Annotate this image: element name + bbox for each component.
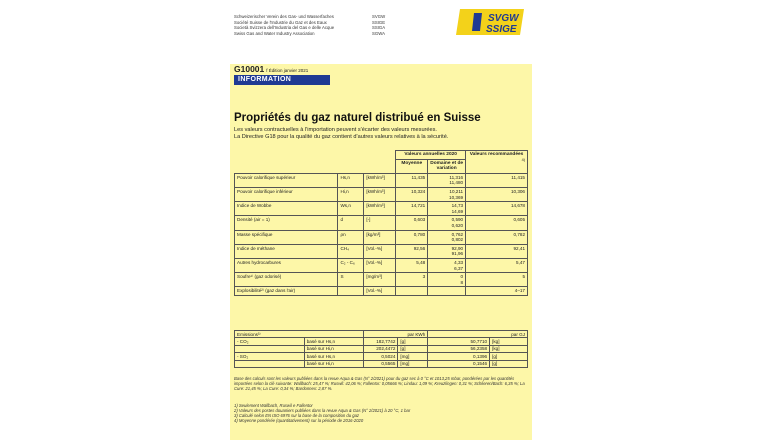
table-row bbox=[235, 173, 528, 187]
table-row bbox=[235, 287, 528, 296]
emissions-cell-u1: [g] bbox=[398, 338, 428, 345]
cell-range bbox=[428, 273, 466, 287]
footnote-1: 1) Seulement Wallbach, Ruswil e Fallentor bbox=[234, 403, 313, 408]
cell-recommended: 11,415 bbox=[466, 173, 528, 187]
cell-unit: [kg/m³] bbox=[364, 230, 396, 244]
cell-recommended: 5,47 bbox=[466, 258, 528, 272]
properties-table bbox=[234, 150, 528, 296]
range-value: 11,316 bbox=[449, 174, 464, 180]
emissions-rows bbox=[235, 338, 528, 368]
cell-mean: 14,721 bbox=[396, 202, 428, 216]
org-line-fr: Société Suisse de l'Industrie du Gaz et des Eaux bbox=[234, 19, 327, 25]
range-value: 0,620 bbox=[451, 222, 464, 228]
cell-symbol: ρn bbox=[338, 230, 364, 244]
emissions-row bbox=[235, 360, 528, 367]
header-mean: Moyenne bbox=[396, 159, 428, 173]
emissions-cell-v1: 0,5565 bbox=[364, 360, 398, 367]
cell-recommended: 14,678 bbox=[466, 202, 528, 216]
cell-unit: [Vol.-%] bbox=[364, 287, 396, 296]
range-value: 11,480 bbox=[449, 180, 464, 186]
cell-label: Soufre¹⁾ (gaz odorisé) bbox=[235, 273, 338, 287]
header-range: Domaine et de variation bbox=[428, 159, 466, 173]
emissions-header: Emissions³⁾ bbox=[235, 331, 364, 338]
emissions-cell-u1: [mg] bbox=[398, 360, 428, 367]
cell-range bbox=[428, 173, 466, 187]
org-code-en: SGWA bbox=[372, 30, 385, 36]
cell-mean: 92,56 bbox=[396, 244, 428, 258]
cell-symbol: Hs,n bbox=[338, 173, 364, 187]
header-band bbox=[230, 0, 532, 64]
table-header-row-1 bbox=[235, 151, 528, 160]
document-page bbox=[230, 0, 532, 440]
range-value: 4,33 bbox=[454, 259, 464, 265]
cell-label: Pouvoir calorifique supérieur bbox=[235, 173, 338, 187]
table-row bbox=[235, 244, 528, 258]
emissions-cell-v1: 182,7742 bbox=[364, 338, 398, 345]
emissions-unit-gj: par GJ bbox=[428, 331, 528, 338]
cell-unit: [kWh/m³] bbox=[364, 173, 396, 187]
range-value: 0,762 bbox=[451, 231, 464, 237]
range-value: 92,90 bbox=[451, 245, 464, 251]
cell-unit: [kWh/m³] bbox=[364, 202, 396, 216]
org-code-fr: SSIGE bbox=[372, 19, 386, 25]
cell-label: Pouvoir calorifique inférieur bbox=[235, 187, 338, 201]
cell-symbol: S bbox=[338, 273, 364, 287]
cell-unit: [kWh/m³] bbox=[364, 187, 396, 201]
cell-symbol: Hi,n bbox=[338, 187, 364, 201]
cell-recommended: 0,782 bbox=[466, 230, 528, 244]
cell-range bbox=[428, 287, 466, 296]
org-code-de: SVGW bbox=[372, 14, 386, 19]
intro-line-1: Les valeurs contractuelles à l'importation peuvent s'écarter des valeurs mesurées. bbox=[234, 127, 437, 133]
cell-symbol: d bbox=[338, 216, 364, 230]
emissions-row bbox=[235, 345, 528, 352]
table-row bbox=[235, 202, 528, 216]
cell-label: Indice de méthane bbox=[235, 244, 338, 258]
emissions-cell-gas: - SO₂ bbox=[235, 353, 305, 360]
emissions-cell-v2: 0,1546 bbox=[428, 360, 490, 367]
footnote-3: 3) Calculé selon EN ISO 6976 sur la base de la composition du gaz bbox=[234, 413, 359, 419]
cell-unit: [Vol.-%] bbox=[364, 244, 396, 258]
emissions-row bbox=[235, 338, 528, 345]
table-row bbox=[235, 216, 528, 230]
org-code-it: SSIGA bbox=[372, 25, 386, 31]
emissions-cell-u2: [kg] bbox=[490, 338, 528, 345]
cell-label: Masse spécifique bbox=[235, 230, 338, 244]
organization-names bbox=[234, 14, 334, 36]
cell-unit: [-] bbox=[364, 216, 396, 230]
intro-text bbox=[234, 127, 530, 141]
range-value: 10,211 bbox=[449, 188, 464, 194]
intro-line-2: La Directive G18 pour la qualité du gaz contient d'autres valeurs relatives à la sécurité. bbox=[234, 134, 449, 141]
properties-rows bbox=[235, 173, 528, 295]
calculation-basis-note: Base des calculs sont les valeurs publiées dans la revue Aqua & Gas (N° 2/2021) pour du gaz sec à 0 °C et 1013,25 mbar, pondérées par les quantités importées selon la clé suivante: Wallbach: 25,47 %; Ruswil: 42,06 %; Fallentor: 0,05666 %; Lindau: 1,09 %; Kreuzlingen: 0,31 %; Schlieren/Bach: 6,35 %; La Cure: 21,45 %; La Cure: 0,34 %; Bardonnex: 2,87 %. bbox=[234, 376, 525, 392]
footnotes bbox=[234, 403, 528, 423]
header-recommended-label: Valeurs recommandées bbox=[469, 152, 524, 157]
cell-label: Densité (air = 1) bbox=[235, 216, 338, 230]
emissions-header-row bbox=[235, 331, 528, 338]
emissions-cell-gas bbox=[235, 345, 305, 352]
cell-label: Indice de Wobbe bbox=[235, 202, 338, 216]
range-value: 10,369 bbox=[449, 194, 464, 200]
emissions-cell-u2: [kg] bbox=[490, 345, 528, 352]
cell-range bbox=[428, 187, 466, 201]
cell-unit: [Vol.-%] bbox=[364, 258, 396, 272]
emissions-cell-u1: [g] bbox=[398, 345, 428, 352]
range-value: 14,69 bbox=[451, 208, 464, 214]
org-line-en: Swiss Gas and Water Industry Association bbox=[234, 30, 315, 36]
cell-label: Autres hydrocarbures bbox=[235, 258, 338, 272]
cell-symbol: C₂ - C₆ bbox=[338, 258, 364, 272]
range-value: 0,590 bbox=[451, 217, 464, 223]
cell-symbol: CH₄ bbox=[338, 244, 364, 258]
emissions-cell-u1: [mg] bbox=[398, 353, 428, 360]
emissions-table bbox=[234, 330, 528, 368]
emissions-cell-v2: 0,1396 bbox=[428, 353, 490, 360]
footnote-4: 4) Moyenne pondérée (quantitativement) sur la période de 2016-2020 bbox=[234, 418, 364, 424]
cell-recommended: 0,605 bbox=[466, 216, 528, 230]
emissions-cell-gas: - CO₂ bbox=[235, 338, 305, 345]
table-row bbox=[235, 258, 528, 272]
footnote-2: 2) Valeurs des postes douaniers publiées dans la revue Aqua & Gas (N° 2/2021) à 20 °C, 1 bar bbox=[234, 408, 411, 414]
emissions-cell-gas bbox=[235, 360, 305, 367]
range-value: 14,73 bbox=[451, 203, 464, 209]
emissions-cell-basis: basé sur Hs,n bbox=[304, 353, 364, 360]
document-id bbox=[234, 64, 308, 74]
logo-text-top: SVGW bbox=[488, 13, 519, 24]
range-value: 6,37 bbox=[454, 265, 464, 271]
page-title: Propriétés du gaz naturel distribué en Suisse bbox=[234, 112, 481, 124]
cell-unit: [mg/m³] bbox=[364, 273, 396, 287]
cell-range bbox=[428, 258, 466, 272]
cell-label: Explosibilité²⁾ (gaz dans l'air) bbox=[235, 287, 338, 296]
range-value: 0 bbox=[460, 274, 464, 280]
org-line-de: Schweizerischer Verein des Gas- und Wasserfaches bbox=[234, 14, 334, 19]
cell-mean: 0,780 bbox=[396, 230, 428, 244]
cell-mean: 10,324 bbox=[396, 187, 428, 201]
organization-codes bbox=[372, 14, 385, 36]
cell-range bbox=[428, 216, 466, 230]
cell-symbol: Ws,n bbox=[338, 202, 364, 216]
cell-mean: 0,603 bbox=[396, 216, 428, 230]
emissions-cell-u2: [g] bbox=[490, 360, 528, 367]
emissions-cell-basis: basé sur Hi,n bbox=[304, 360, 364, 367]
cell-mean: 11,435 bbox=[396, 173, 428, 187]
emissions-cell-v1: 0,5024 bbox=[364, 353, 398, 360]
svgw-logo bbox=[454, 7, 528, 37]
cell-range bbox=[428, 244, 466, 258]
emissions-cell-v2: 56,2358 bbox=[428, 345, 490, 352]
range-value: 0,802 bbox=[451, 237, 464, 243]
header-recommended bbox=[466, 151, 528, 174]
cell-recommended: 10,306 bbox=[466, 187, 528, 201]
header-annual: Valeurs annuelles 2020 bbox=[396, 151, 466, 160]
header-recommended-note: 4) bbox=[521, 157, 525, 162]
cell-symbol bbox=[338, 287, 364, 296]
range-value: 8 bbox=[460, 279, 464, 285]
cell-recommended: 5 bbox=[466, 273, 528, 287]
information-badge: INFORMATION bbox=[234, 75, 330, 85]
cell-mean: 3 bbox=[396, 273, 428, 287]
emissions-cell-v1: 202,4472 bbox=[364, 345, 398, 352]
org-line-it: Società Svizzera dell'Industria del Gas e delle Acque bbox=[234, 25, 335, 31]
emissions-unit-kwh: par KWh bbox=[364, 331, 428, 338]
cell-range bbox=[428, 230, 466, 244]
emissions-cell-basis: basé sur Hs,n bbox=[304, 338, 364, 345]
edition-label: f Édition janvier 2021 bbox=[266, 68, 309, 73]
emissions-cell-basis: basé sur Hi,n bbox=[304, 345, 364, 352]
cell-range bbox=[428, 202, 466, 216]
cell-mean: 5,48 bbox=[396, 258, 428, 272]
emissions-cell-u2: [g] bbox=[490, 353, 528, 360]
table-row bbox=[235, 230, 528, 244]
cell-recommended: 92,41 bbox=[466, 244, 528, 258]
cell-mean bbox=[396, 287, 428, 296]
cell-recommended: 4–17 bbox=[466, 287, 528, 296]
table-row bbox=[235, 273, 528, 287]
emissions-row bbox=[235, 353, 528, 360]
emissions-cell-v2: 50,7710 bbox=[428, 338, 490, 345]
logo-text-bottom: SSIGE bbox=[486, 24, 517, 35]
document-number: G10001 bbox=[234, 64, 265, 74]
range-value: 91,96 bbox=[451, 251, 464, 257]
table-row bbox=[235, 187, 528, 201]
